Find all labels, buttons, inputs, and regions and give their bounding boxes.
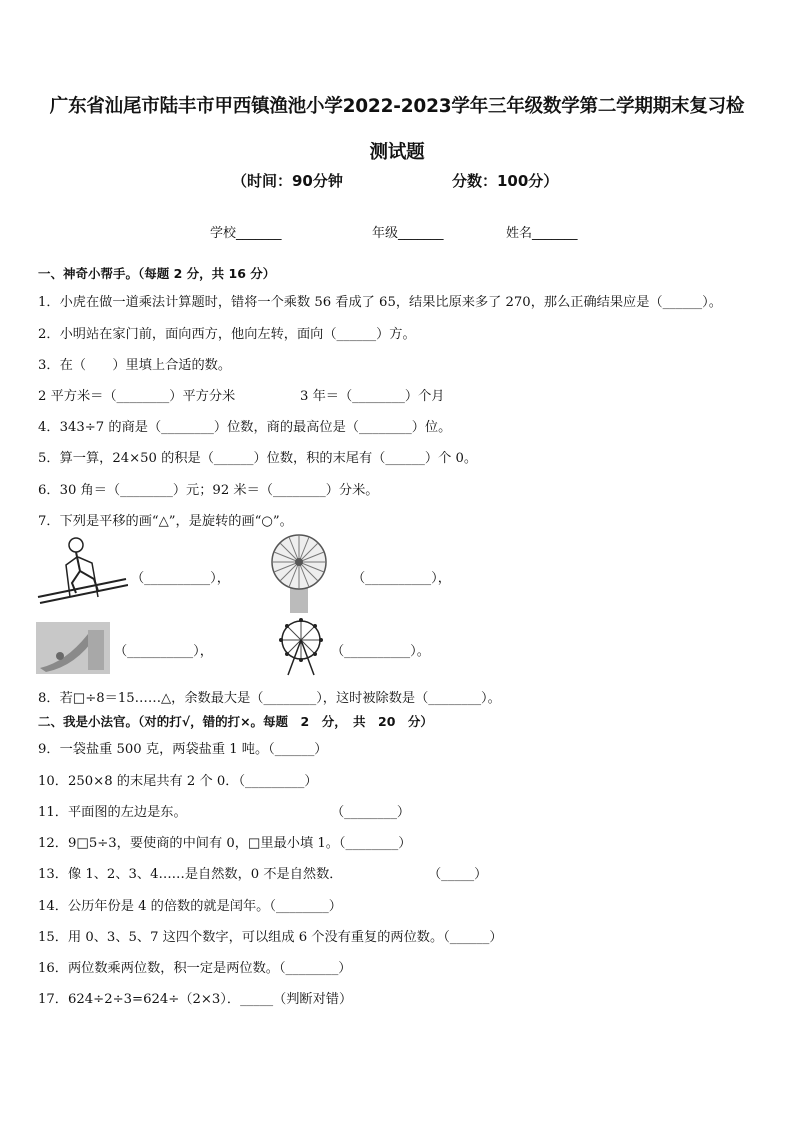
question-14: 14．公历年份是 4 的倍数的就是闰年。（________） <box>38 899 342 914</box>
question-10: 10．250×8 的末尾共有 2 个 0．（_________） <box>38 774 318 789</box>
question-3a: 2 平方米＝（________）平方分米 <box>38 389 236 404</box>
question-11: 11．平面图的左边是东。 <box>38 805 187 820</box>
question-3: 3．在（ ）里填上合适的数。 <box>38 358 232 373</box>
exam-score: 分数：100分） <box>452 172 559 190</box>
question-7: 7．下列是平移的画“△”，是旋转的画“○”。 <box>38 514 293 529</box>
question-9: 9．一袋盐重 500 克，两袋盐重 1 吨。（______） <box>38 742 328 757</box>
question-13-blank: （_____） <box>428 867 488 882</box>
question-11-blank: （________） <box>331 805 411 820</box>
question-7-blank-2: （__________）， <box>352 571 451 586</box>
exam-time: （时间：90分钟 <box>232 172 343 190</box>
section-1-heading: 一、神奇小帮手。（每题 2 分，共 16 分） <box>38 266 276 281</box>
question-16: 16．两位数乘两位数，积一定是两位数。（________） <box>38 961 352 976</box>
question-8: 8．若□÷8＝15……△，余数最大是（________），这时被除数是（________）。 <box>38 691 501 706</box>
question-15: 15．用 0、3、5、7 这四个数字，可以组成 6 个没有重复的两位数。（______） <box>38 930 503 945</box>
question-7-blank-1: （__________）， <box>131 571 230 586</box>
school-field: 学校_______ <box>210 226 282 241</box>
ferris-wheel-picture <box>276 617 326 677</box>
question-17: 17．624÷2÷3=624÷（2×3）．_____（判断对错） <box>38 992 353 1007</box>
slide-picture <box>36 622 110 674</box>
question-4: 4．343÷7 的商是（________）位数，商的最高位是（________）位。 <box>38 420 452 435</box>
title-line-1: 广东省汕尾市陆丰市甲西镇渔池小学2022-2023学年三年级数学第二学期期末复习检 <box>49 96 745 117</box>
question-1: 1．小虎在做一道乘法计算题时，错将一个乘数 56 看成了 65，结果比原来多了 270，那么正确结果应是（______）。 <box>38 295 722 310</box>
question-2: 2．小明站在家门前，面向西方，他向左转，面向（______）方。 <box>38 327 416 342</box>
question-13: 13．像 1、2、3、4……是自然数，0 不是自然数． <box>38 867 343 882</box>
question-7-blank-4: （__________）。 <box>331 644 430 659</box>
section-2-heading: 二、我是小法官。（对的打√，错的打×。每题 2 分， 共 20 分） <box>38 714 433 729</box>
skier-picture <box>36 535 128 607</box>
question-6: 6．30 角＝（________）元；92 米＝（________）分米。 <box>38 483 379 498</box>
windmill-picture <box>270 533 328 613</box>
name-field: 姓名_______ <box>506 226 578 241</box>
question-3b: 3 年＝（________）个月 <box>300 389 445 404</box>
document-title <box>30 84 764 176</box>
question-5: 5．算一算，24×50 的积是（______）位数，积的末尾有（______）个 0。 <box>38 451 478 466</box>
title-line-2: 测试题 <box>369 142 425 163</box>
grade-field: 年级_______ <box>372 226 444 241</box>
question-7-blank-3: （__________）， <box>114 644 213 659</box>
question-12: 12．9□5÷3，要使商的中间有 0，□里最小填 1。（________） <box>38 836 412 851</box>
